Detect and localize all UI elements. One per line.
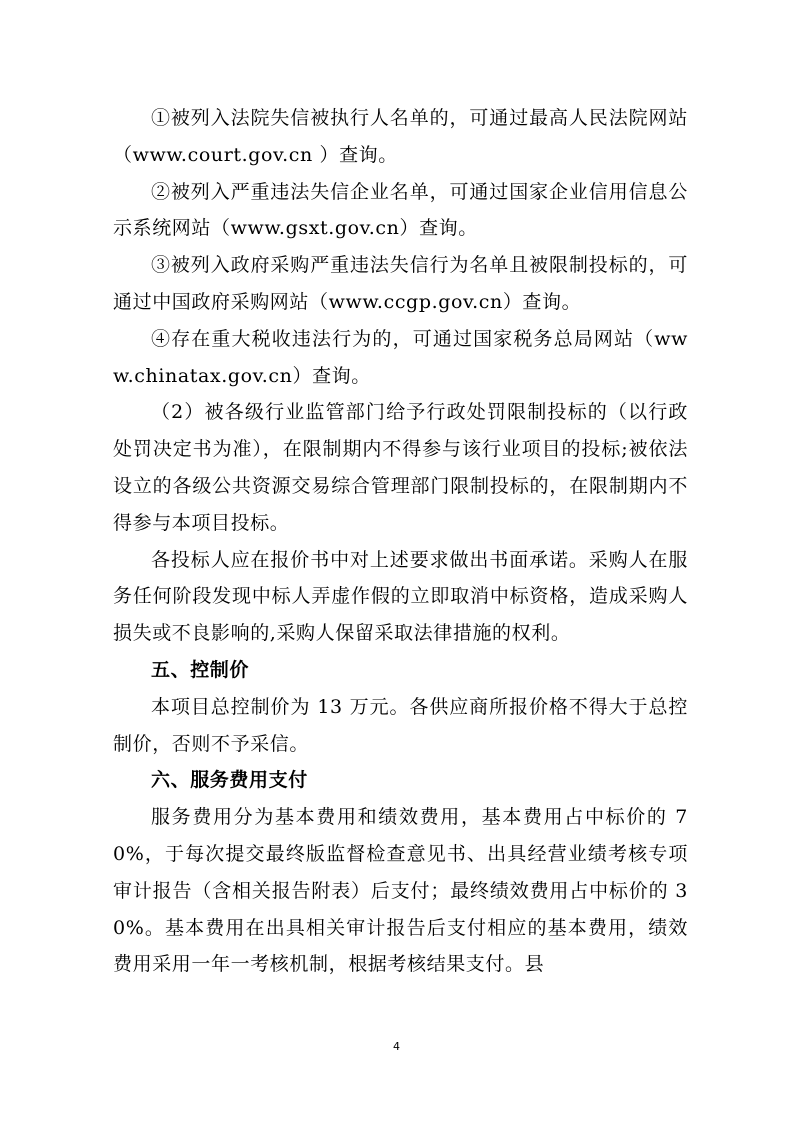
- paragraph-control-price: 本项目总控制价为 13 万元。各供应商所报价格不得大于总控制价，否则不予采信。: [113, 695, 688, 755]
- section-heading-service-fee-payment: 六、服务费用支付: [151, 769, 308, 792]
- paragraph-tax-violation: ④存在重大税收违法行为的，可通过国家税务总局网站（www.chinatax.gov.cn）查询。: [113, 327, 688, 387]
- paragraph-enterprise-credit: ②被列入严重违法失信企业名单，可通过国家企业信用信息公示系统网站（www.gsxt.gov.cn）查询。: [113, 180, 688, 240]
- paragraph-service-fee-payment: 服务费用分为基本费用和绩效费用，基本费用占中标价的 70%，于每次提交最终版监督检查意见书、出具经营业绩考核专项审计报告（含相关报告附表）后支付；最终绩效费用占中标价的 30%。基本费用在出具相关审计报告后支付相应的基本费用，绩效费用采用一年一考核机制，根据考核结果支付。县: [113, 806, 688, 976]
- document-body: [113, 100, 688, 983]
- paragraph-administrative-penalty: （2）被各级行业监管部门给予行政处罚限制投标的（以行政处罚决定书为准），在限制期内不得参与该行业项目的投标;被依法设立的各级公共资源交易综合管理部门限制投标的，在限制期内不得参与本项目投标。: [113, 401, 688, 534]
- paragraph-procurement-blacklist: ③被列入政府采购严重违法失信行为名单且被限制投标的，可通过中国政府采购网站（www.ccgp.gov.cn）查询。: [113, 254, 688, 313]
- paragraph-written-commitment: 各投标人应在报价书中对上述要求做出书面承诺。采购人在服务任何阶段发现中标人弄虚作假的立即取消中标资格，造成采购人损失或不良影响的,采购人保留采取法律措施的权利。: [113, 548, 688, 645]
- page-number: 4: [393, 1040, 400, 1053]
- section-heading-control-price: 五、控制价: [151, 658, 250, 681]
- paragraph-court-blacklist: ①被列入法院失信被执行人名单的，可通过最高人民法院网站（www.court.gov.cn ）查询。: [113, 107, 688, 166]
